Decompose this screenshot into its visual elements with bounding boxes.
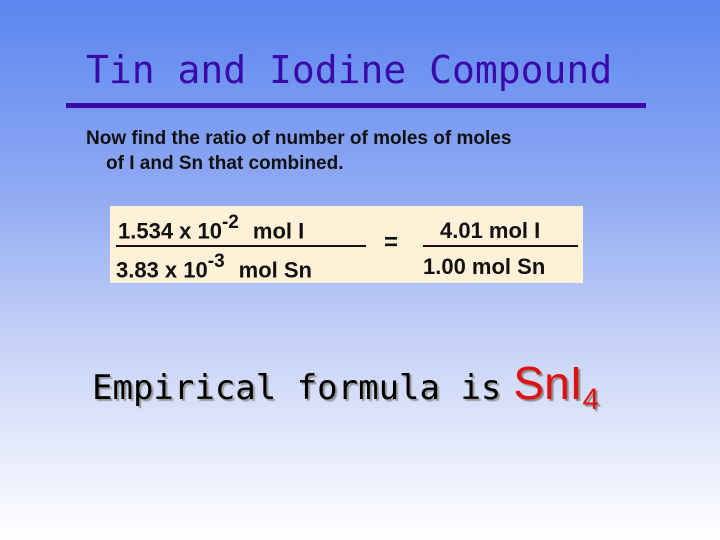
intro-text [86,126,646,176]
left-numerator [118,214,304,244]
title-underline [66,103,646,108]
chemical-formula [513,357,600,416]
left-fraction-bar [116,245,366,247]
intro-line-1: Now find the ratio of number of moles of moles [86,128,512,149]
left-num-exponent: -2 [221,212,239,233]
right-denominator: 1.00 mol Sn [423,254,546,279]
equals-sign: = [384,229,399,256]
left-den-unit: mol Sn [238,257,312,283]
formula-main: SnI [513,357,583,409]
formula-subscript: 4 [582,383,600,416]
left-num-unit: mol I [252,218,305,244]
intro-line-2: of I and Sn that combined. [106,153,344,174]
formula-label: Empirical formula is [92,368,502,408]
left-den-coefficient: 3.83 x 10 [116,257,208,283]
empirical-formula-line [92,356,600,416]
left-denominator [116,253,312,283]
left-num-coefficient: 1.534 x 10 [118,218,222,244]
right-fraction-bar [423,245,578,247]
right-numerator: 4.01 mol I [440,218,541,243]
left-den-exponent: -3 [207,251,225,272]
slide-title: Tin and Iodine Compound [86,48,613,92]
